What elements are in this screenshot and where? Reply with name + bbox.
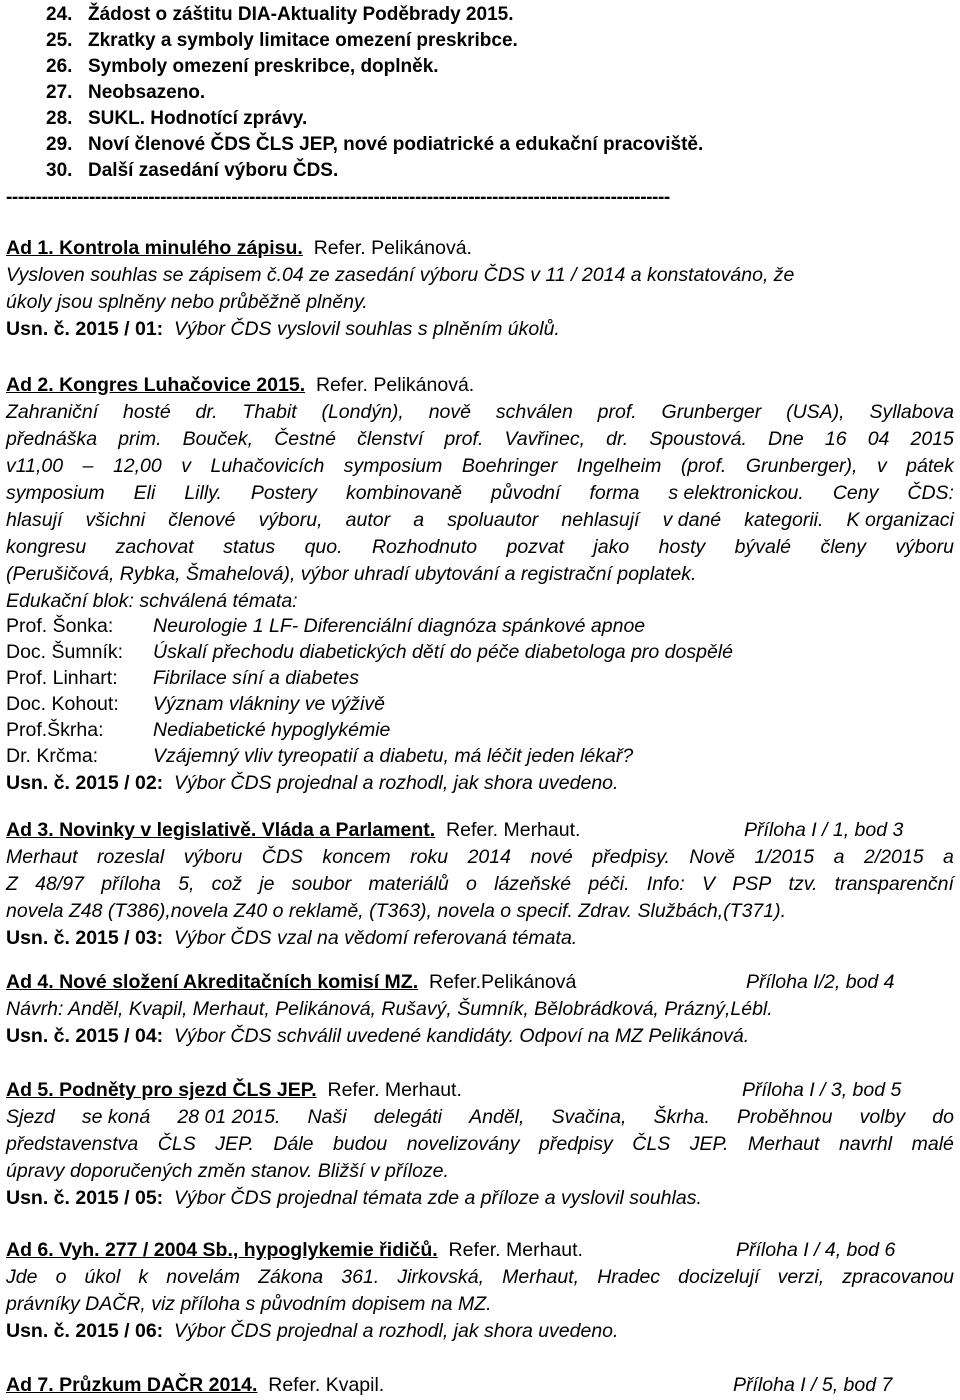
word: kategorii.: [744, 509, 824, 531]
resolution-label: Usn. č. 2015 / 02:: [6, 772, 164, 794]
ad5-text-line: úpravy doporučených změn stanov. Bližší v příloze.: [6, 1160, 449, 1182]
word: se koná: [81, 1106, 151, 1128]
word: ČDS: [261, 846, 303, 868]
word: budou: [333, 1133, 388, 1155]
ad2-text-line: [6, 427, 954, 451]
word: soubor: [291, 873, 352, 895]
word: Grunberger),: [745, 455, 858, 477]
word: PSP: [732, 873, 772, 895]
word: prof.: [444, 428, 484, 450]
word: lázeňské: [494, 873, 572, 895]
word: (USA),: [786, 401, 845, 423]
word: Jde: [6, 1266, 38, 1288]
ad1-resolution: [6, 317, 560, 341]
word: K organizaci: [846, 509, 954, 531]
ad1-text-line: úkoly jsou splněny nebo průběžně plněny.: [6, 291, 368, 313]
ad3-heading: Ad 3. Novinky v legislativě. Vláda a Parlament.: [6, 819, 436, 841]
resolution-label: Usn. č. 2015 / 03:: [6, 927, 164, 949]
list-item: 29. Noví členové ČDS ČLS JEP, nové podiatrické a edukační pracoviště.: [46, 134, 704, 155]
word: Merhaut: [6, 846, 78, 868]
word: prim.: [118, 428, 162, 450]
word: dr.: [195, 401, 218, 423]
ad2-text-line: [6, 535, 954, 559]
word: spoluautor: [447, 509, 539, 531]
ad5-resolution: [6, 1186, 702, 1210]
resolution-text: Výbor ČDS vzal na vědomí referovaná témata.: [174, 927, 578, 949]
word: je: [259, 873, 275, 895]
word: quo.: [304, 536, 343, 558]
ad2-text-line: [6, 481, 954, 505]
word: materiálů: [368, 873, 449, 895]
ad7-referent: Refer. Kvapil.: [268, 1374, 385, 1396]
word: Zákona: [258, 1266, 324, 1288]
word: Luhačovicích: [210, 455, 325, 477]
word: Čestné: [274, 428, 337, 450]
word: kongresu: [6, 536, 87, 558]
ad4-resolution: [6, 1024, 749, 1048]
word: 12,00: [112, 455, 162, 477]
word: Info:: [646, 873, 685, 895]
topic-row: Prof. Šonka: Neurologie 1 LF- Diferenciální diagnóza spánkové apnoe: [6, 615, 646, 637]
word: navrhl: [838, 1133, 893, 1155]
word: malé: [911, 1133, 954, 1155]
word: Svačina,: [551, 1106, 627, 1128]
word: 361.: [341, 1266, 380, 1288]
resolution-label: Usn. č. 2015 / 01:: [6, 318, 164, 340]
word: verzi,: [777, 1266, 825, 1288]
word: Lilly.: [184, 482, 222, 504]
word: koncem: [322, 846, 391, 868]
word: 04: [867, 428, 890, 450]
ad3-text-line: [6, 872, 954, 896]
word: bývalé: [734, 536, 792, 558]
word: Naši: [307, 1106, 347, 1128]
word: Syllabova: [869, 401, 954, 423]
word: předpisy: [539, 1133, 613, 1155]
word: příloha: [101, 873, 161, 895]
ad2-text-line: [6, 454, 954, 478]
topic-row: Dr. Krčma: Vzájemný vliv tyreopatií a diabetu, má léčit jeden lékař?: [6, 745, 634, 767]
list-item: 30. Další zasedání výboru ČDS.: [46, 160, 339, 181]
resolution-text: Výbor ČDS vyslovil souhlas s plněním úkolů.: [174, 318, 560, 340]
word: Z: [6, 873, 18, 895]
word: Ingelheim: [576, 455, 662, 477]
word: tzv.: [788, 873, 818, 895]
word: pozvat: [506, 536, 564, 558]
word: 2/2015: [863, 846, 924, 868]
ad4-attachment: Příloha I/2, bod 4: [746, 971, 895, 993]
word: volby: [859, 1106, 906, 1128]
ad2-heading-row: [6, 373, 474, 397]
ad6-heading: Ad 6. Vyh. 277 / 2004 Sb., hypoglykemie řidičů.: [6, 1239, 438, 1261]
ad1-referent: Refer. Pelikánová.: [313, 237, 472, 259]
word: což: [211, 873, 242, 895]
word: dr.: [606, 428, 629, 450]
ad3-text-line: [6, 845, 954, 869]
ad4-heading-row: [6, 970, 576, 994]
resolution-text: Výbor ČDS projednal a rozhodl, jak shora uvedeno.: [174, 772, 619, 794]
word: a: [413, 509, 425, 531]
ad3-text-line: novela Z48 (T386),novela Z40 o reklamě, (T363), novela o specif. Zdrav. Službách,(T371).: [6, 900, 787, 922]
word: Sjezd: [6, 1106, 55, 1128]
ad2-resolution: [6, 771, 618, 795]
word: (Londýn),: [321, 401, 404, 423]
word: Eli: [133, 482, 156, 504]
word: členství: [357, 428, 424, 450]
word: Anděl,: [469, 1106, 525, 1128]
word: členové: [168, 509, 236, 531]
word: 2015: [910, 428, 954, 450]
resolution-label: Usn. č. 2015 / 05:: [6, 1187, 164, 1209]
ad4-text-line: Návrh: Anděl, Kvapil, Merhaut, Pelikánová, Rušavý, Šumník, Bělobrádková, Prázný,Lébl.: [6, 998, 773, 1020]
word: (prof.: [680, 455, 727, 477]
list-item: 27. Neobsazeno.: [46, 82, 206, 103]
word: Grunberger: [661, 401, 762, 423]
ad7-heading-row: [6, 1373, 384, 1397]
word: zpracovanou: [842, 1266, 954, 1288]
ad6-text-line: právníky DAČR, viz příloha s původním dopisem na MZ.: [6, 1293, 492, 1315]
word: Hradec: [597, 1266, 661, 1288]
word: Postery: [250, 482, 317, 504]
word: do: [932, 1106, 954, 1128]
word: –: [82, 455, 94, 477]
word: 5,: [178, 873, 195, 895]
word: transparenční: [834, 873, 954, 895]
word: Zahraniční: [6, 401, 99, 423]
word: výboru: [183, 846, 243, 868]
separator-line: ----------------------------------------------------------------------------------------------------------------: [6, 187, 670, 208]
ad7-attachment: Příloha I / 5, bod 7: [733, 1374, 893, 1396]
word: úkol: [84, 1266, 121, 1288]
word: výboru: [895, 536, 954, 558]
word: pátek: [906, 455, 954, 477]
resolution-label: Usn. č. 2015 / 04:: [6, 1025, 164, 1047]
word: 1/2015: [754, 846, 815, 868]
resolution-text: Výbor ČDS projednal témata zde a příloze a vyslovil souhlas.: [174, 1187, 702, 1209]
ad5-attachment: Příloha I / 3, bod 5: [742, 1079, 902, 1101]
word: Boehringer: [461, 455, 558, 477]
word: prof.: [597, 401, 637, 423]
ad2-text-line: (Perušičová, Rybka, Šmahelová), výbor uhradí ubytování a registrační poplatek.: [6, 563, 697, 585]
resolution-text: Výbor ČDS projednal a rozhodl, jak shora uvedeno.: [174, 1320, 619, 1342]
word: Vavřinec,: [504, 428, 586, 450]
word: všichni: [85, 509, 146, 531]
word: roku: [410, 846, 449, 868]
ad5-heading: Ad 5. Podněty pro sjezd ČLS JEP.: [6, 1079, 317, 1101]
list-item: 25. Zkratky a symboly limitace omezení preskribce.: [46, 30, 518, 51]
ad6-resolution: [6, 1319, 618, 1343]
word: nově: [428, 401, 471, 423]
word: hlasují: [6, 509, 63, 531]
word: JEP.: [689, 1133, 729, 1155]
resolution-label: Usn. č. 2015 / 06:: [6, 1320, 164, 1342]
word: 48/97: [35, 873, 84, 895]
ad3-attachment: Příloha I / 1, bod 3: [744, 819, 904, 841]
word: Proběhnou: [737, 1106, 833, 1128]
word: výboru,: [258, 509, 323, 531]
word: v dané: [662, 509, 722, 531]
ad6-text-line: [6, 1265, 954, 1289]
ad1-heading-row: [6, 236, 472, 260]
word: Merhaut: [747, 1133, 820, 1155]
ad5-referent: Refer. Merhaut.: [327, 1079, 462, 1101]
ad6-attachment: Příloha I / 4, bod 6: [736, 1239, 896, 1261]
ad3-heading-row: [6, 818, 580, 842]
ad7-heading: Ad 7. Průzkum DAČR 2014.: [6, 1374, 258, 1396]
ad2-heading: Ad 2. Kongres Luhačovice 2015.: [6, 374, 306, 396]
ad1-text-line: Vysloven souhlas se zápisem č.04 ze zasedání výboru ČDS v 11 / 2014 a konstatováno, že: [6, 264, 795, 286]
edu-block-title: Edukační blok: schválená témata:: [6, 590, 298, 612]
word: 28 01 2015.: [177, 1106, 281, 1128]
word: Spoustová.: [649, 428, 747, 450]
word: představenstva: [6, 1133, 139, 1155]
word: schválen: [495, 401, 573, 423]
word: Bouček,: [182, 428, 254, 450]
ad1-heading: Ad 1. Kontrola minulého zápisu.: [6, 237, 303, 259]
list-item: 28. SUKL. Hodnotící zprávy.: [46, 108, 308, 129]
resolution-text: Výbor ČDS schválil uvedené kandidáty. Odpoví na MZ Pelikánová.: [174, 1025, 750, 1047]
word: Rozhodnuto: [371, 536, 478, 558]
ad3-resolution: [6, 926, 577, 950]
word: docizelují: [678, 1266, 760, 1288]
word: Škrha.: [653, 1106, 710, 1128]
ad5-heading-row: [6, 1078, 462, 1102]
word: k: [138, 1266, 149, 1288]
word: symposium: [343, 455, 443, 477]
word: 16: [824, 428, 847, 450]
ad2-text-line: [6, 508, 954, 532]
word: a: [943, 846, 954, 868]
list-item: 26. Symboly omezení preskribce, doplněk.: [46, 56, 439, 77]
word: status: [223, 536, 276, 558]
word: zachovat: [115, 536, 194, 558]
topic-row: Prof.Škrha: Nediabetické hypoglykémie: [6, 719, 391, 741]
word: autor: [345, 509, 391, 531]
word: Dále: [273, 1133, 314, 1155]
word: v: [181, 455, 191, 477]
ad4-referent: Refer.Pelikánová: [428, 971, 577, 993]
word: novelizovány: [406, 1133, 520, 1155]
word: nehlasují: [561, 509, 640, 531]
word: původní: [491, 482, 561, 504]
list-item: 24. Žádost o záštitu DIA-Aktuality Poděbrady 2015.: [46, 4, 514, 25]
ad4-heading: Ad 4. Nové složení Akreditačních komisí MZ.: [6, 971, 419, 993]
topic-row: Doc. Kohout: Význam vlákniny ve výživě: [6, 693, 385, 715]
word: Nově: [689, 846, 735, 868]
word: ČLS: [157, 1133, 196, 1155]
word: o: [466, 873, 477, 895]
word: přednáška: [6, 428, 98, 450]
word: Merhaut,: [502, 1266, 580, 1288]
word: jako: [593, 536, 630, 558]
word: Thabit: [242, 401, 297, 423]
word: v: [876, 455, 887, 477]
word: 2014: [467, 846, 511, 868]
topic-row: Doc. Šumník: Úskalí přechodu diabetických dětí do péče diabetologa pro dospělé: [6, 641, 733, 663]
word: v11,00: [6, 455, 64, 477]
word: hosté: [122, 401, 171, 423]
word: V: [701, 873, 715, 895]
word: forma: [589, 482, 640, 504]
word: předpisy.: [592, 846, 670, 868]
word: nové: [530, 846, 573, 868]
word: Ceny: [832, 482, 879, 504]
word: JEP.: [215, 1133, 254, 1155]
word: Dne: [768, 428, 804, 450]
ad5-text-line: [6, 1132, 954, 1156]
word: členy: [820, 536, 866, 558]
word: kombinovaně: [346, 482, 463, 504]
word: rozeslal: [97, 846, 165, 868]
word: Jirkovská,: [397, 1266, 485, 1288]
word: a: [833, 846, 845, 868]
word: ČDS:: [907, 482, 954, 504]
word: s elektronickou.: [668, 482, 804, 504]
word: o: [55, 1266, 67, 1288]
ad5-text-line: [6, 1105, 954, 1129]
ad2-text-line: [6, 400, 954, 424]
ad6-heading-row: [6, 1238, 583, 1262]
word: novelám: [166, 1266, 240, 1288]
word: ČLS: [632, 1133, 671, 1155]
topic-row: Prof. Linhart: Fibrilace síní a diabetes: [6, 667, 359, 689]
word: symposium: [6, 482, 105, 504]
ad2-referent: Refer. Pelikánová.: [315, 374, 475, 396]
word: delegáti: [373, 1106, 442, 1128]
ad6-referent: Refer. Merhaut.: [448, 1239, 583, 1261]
word: hosty: [658, 536, 706, 558]
ad3-referent: Refer. Merhaut.: [446, 819, 581, 841]
word: péči.: [588, 873, 630, 895]
